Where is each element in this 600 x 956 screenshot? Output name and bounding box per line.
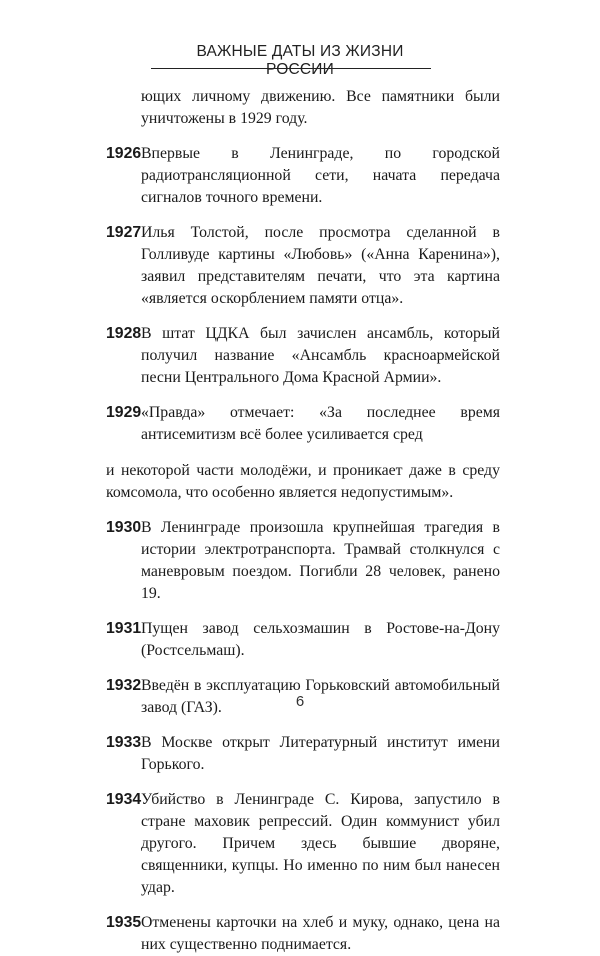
entry-1934 [106, 789, 500, 899]
running-title: ВАЖНЫЕ ДАТЫ ИЗ ЖИЗНИ РОССИИ [196, 43, 404, 78]
entry-1930 [106, 517, 500, 605]
page-number: 6 [295, 693, 305, 710]
entry-text: В Ленинграде произошла крупнейшая трагедия в истории электротранспорта. Трамвай столкнулся с маневровым поездом. Погибли 28 человек, ранено 19. [141, 519, 500, 602]
entry-text: Убийство в Ленинграде С. Кирова, запустило в стране маховик репрессий. Один коммунист убил другого. Причем здесь бывшие дворяне, священники, купцы. Но именно по ним был нанесен удар. [141, 791, 500, 896]
entry-year: 1934 [106, 791, 142, 808]
entry-year: 1929 [106, 404, 142, 421]
flush-paragraph: и некоторой части молодёжи, и проникает даже в среду комсомола, что особенно является недопустимым». [106, 462, 500, 501]
entry-year: 1933 [106, 734, 142, 751]
entry-text: В штат ЦДКА был зачислен ансамбль, который получил название «Ансамбль красноармейской песни Центрального Дома Красной Армии». [141, 325, 500, 386]
entry-1935 [106, 912, 500, 956]
continuation-paragraph [106, 86, 500, 130]
header-rule [151, 68, 431, 69]
body-text [106, 86, 500, 956]
entry-text: Впервые в Ленинграде, по городской радиотрансляционной сети, начата передача сигналов точного времени. [141, 145, 500, 206]
entry-1927 [106, 222, 500, 310]
entry-text: Илья Толстой, после просмотра сделанной в Голливуде картины «Любовь» («Анна Каренина»), заявил представителям печати, что эта картина «является оскорблением памяти отца». [141, 224, 500, 307]
entry-text: Пущен завод сельхозмашин в Ростове-на-Дону (Ростсельмаш). [141, 620, 500, 659]
entry-year: 1930 [106, 519, 142, 536]
entry-year: 1926 [106, 145, 142, 162]
entry-year: 1932 [106, 677, 142, 694]
entry-text: Введён в эксплуатацию Горьковский автомобильный завод (ГАЗ). [141, 677, 500, 716]
entry-1933 [106, 732, 500, 776]
entry-text: В Москве открыт Литературный институт имени Горького. [141, 734, 500, 773]
entry-1931 [106, 618, 500, 662]
entry-year: 1927 [106, 224, 142, 241]
entry-year: 1928 [106, 325, 142, 342]
entry-1926 [106, 143, 500, 209]
entry-year: 1935 [106, 914, 142, 931]
entry-text: Отменены карточки на хлеб и муку, однако, цена на них существенно поднимается. [141, 914, 500, 953]
entry-text: «Правда» отмечает: «За последнее время антисемитизм всё более усиливается сред [141, 404, 500, 443]
entry-1929 [106, 402, 500, 446]
continuation-text: ющих личному движению. Все памятники были уничтожены в 1929 году. [141, 88, 500, 127]
entry-year: 1931 [106, 620, 142, 637]
entry-1928 [106, 323, 500, 389]
